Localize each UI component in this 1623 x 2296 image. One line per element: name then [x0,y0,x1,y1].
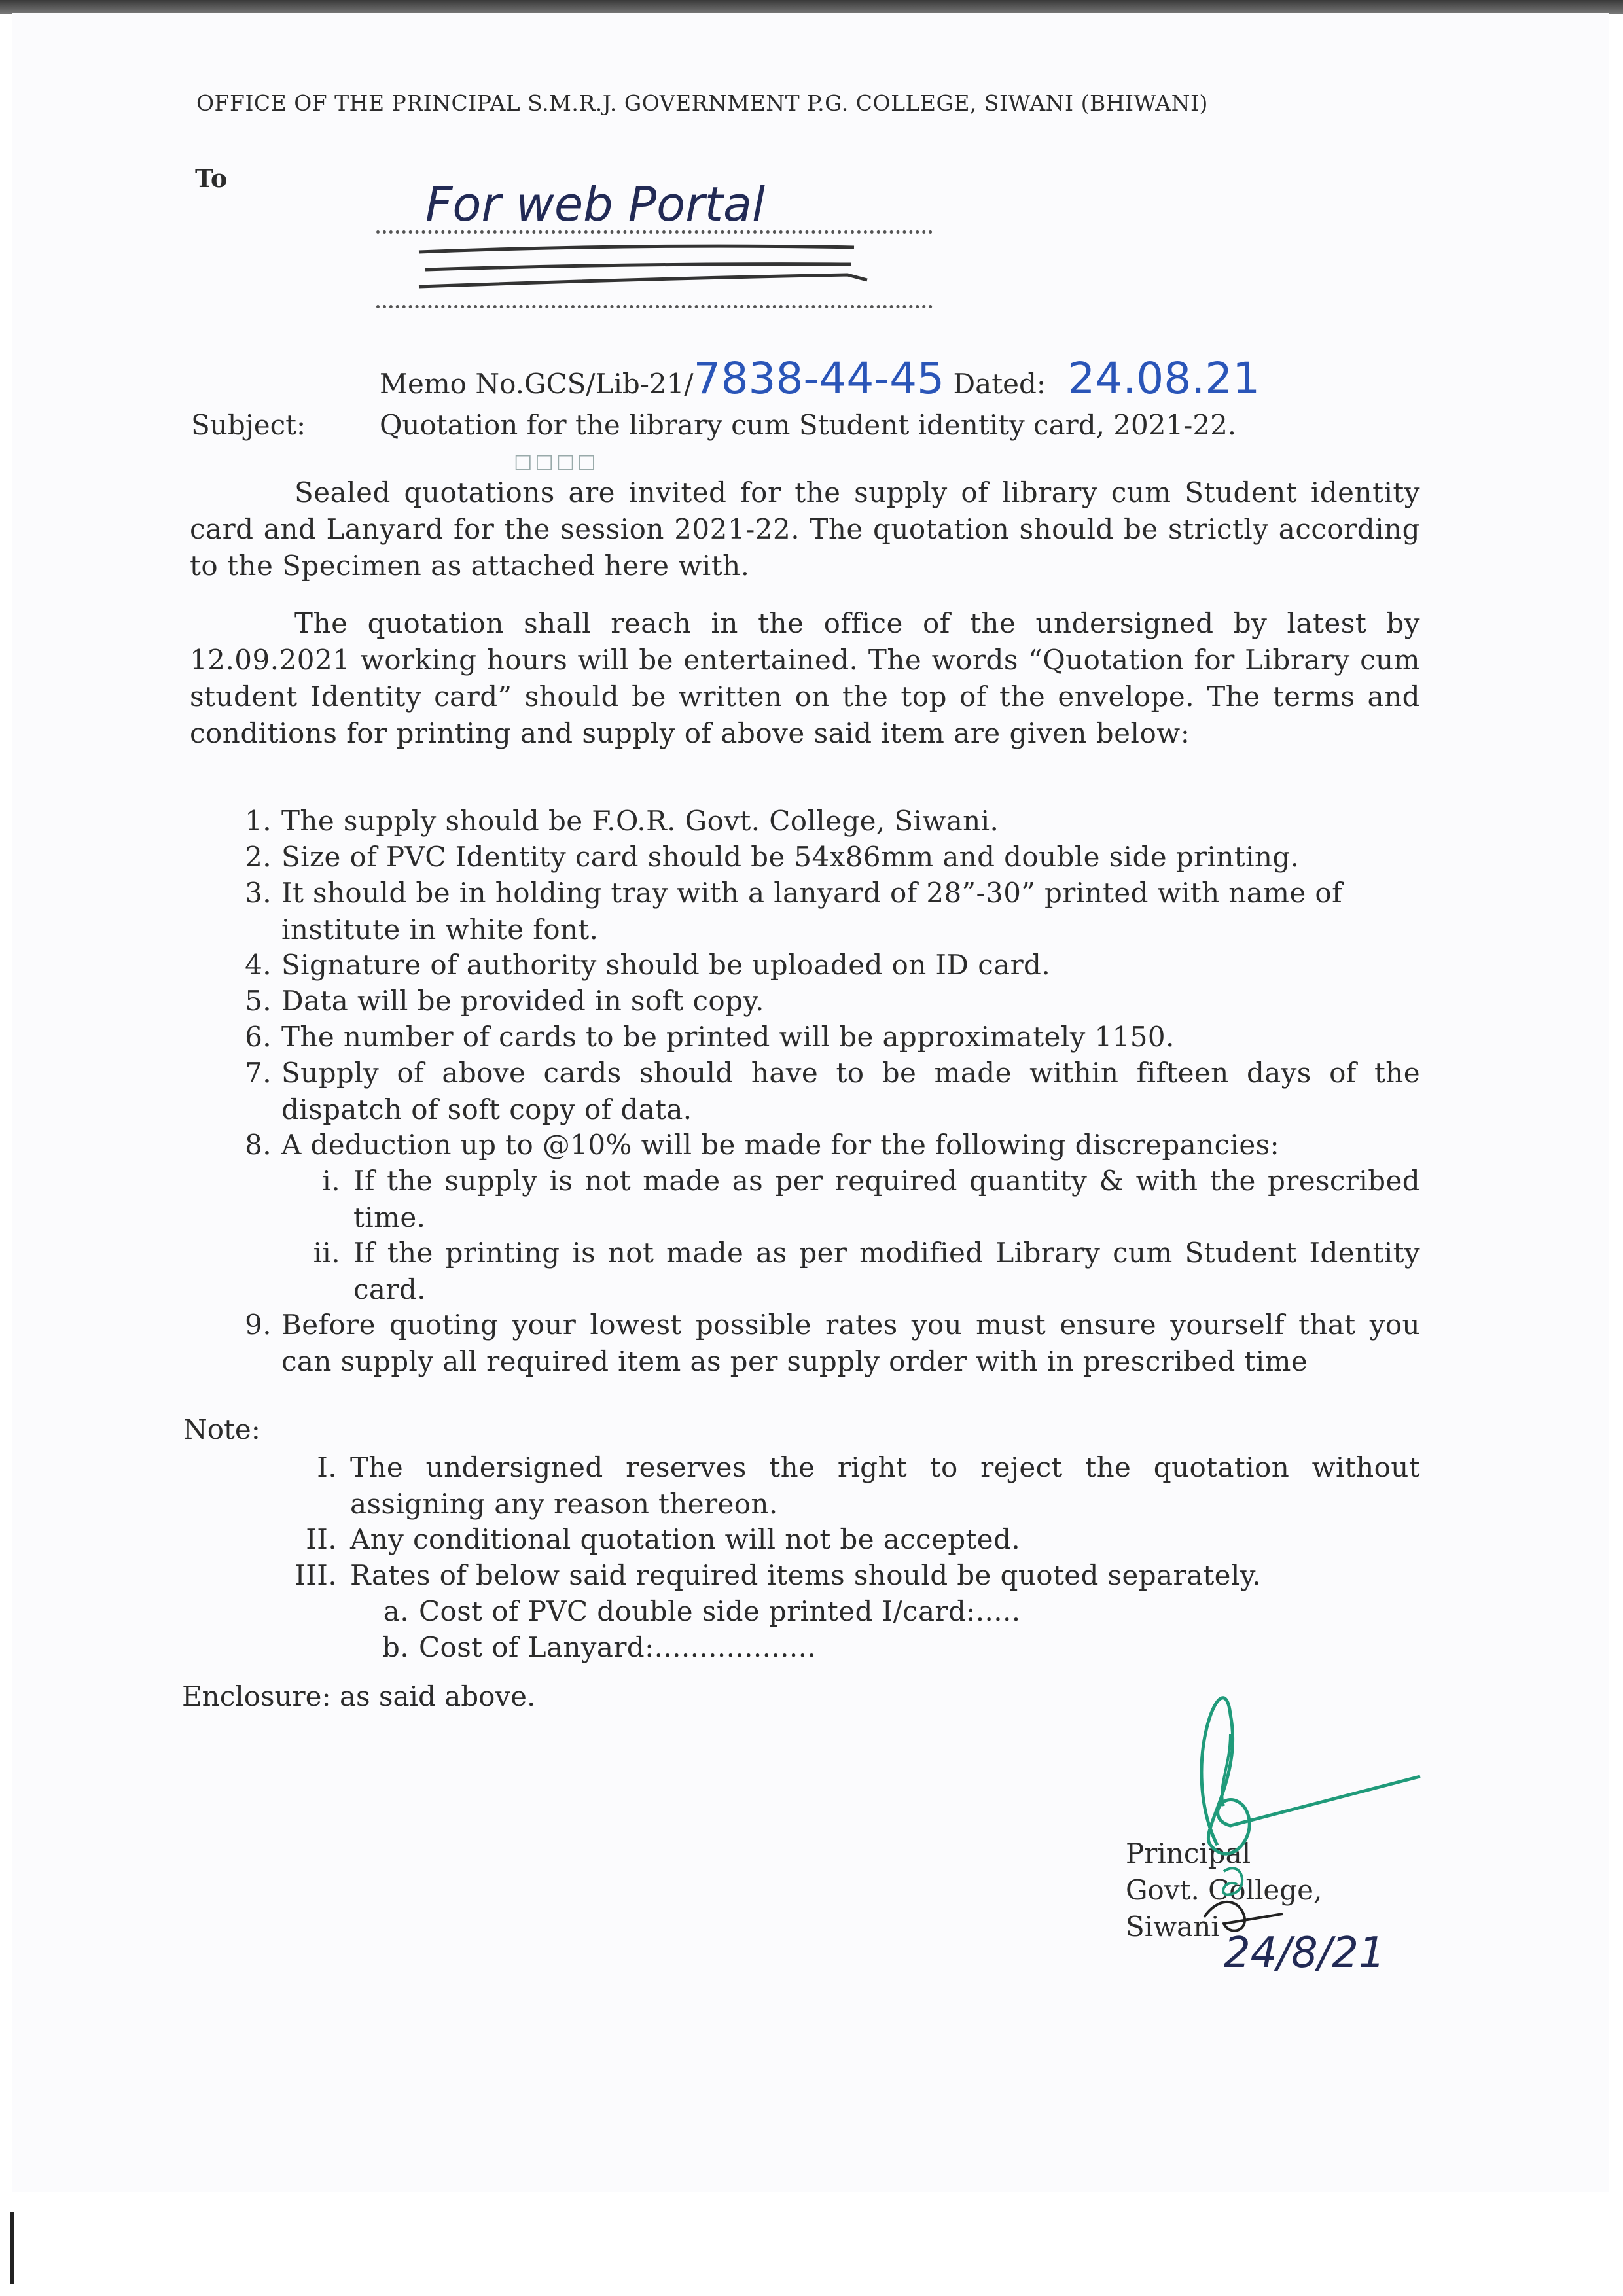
term-8: 8. A deduction up to @10% will be made for the following discrepancies: [245,1129,1280,1161]
term-5: 5. Data will be provided in soft copy. [245,985,764,1017]
term-7: 7. Supply of above cards should have to be made within fifteen days of the dispatch of soft copy of data. [245,1057,1420,1125]
to-label: To [195,164,228,193]
memo-dated-label: Dated: [953,368,1046,400]
memo-date-handwritten: 24.08.21 [1067,353,1260,404]
note-label: Note: [183,1413,260,1445]
memo-number-handwritten: 7838-44-45 [693,353,945,404]
note-III: III. Rates of below said required items should be quoted separately. [294,1559,1262,1591]
sub-term-ii: ii. If the printing is not made as per modified Library cum Student Identity card. [313,1237,1420,1305]
note-item-a: a. Cost of PVC double side printed I/card:..... [383,1595,1021,1627]
sub-term-i: i. If the supply is not made as per required quantity & with the prescribed time. [322,1165,1420,1233]
term-9: 9. Before quoting your lowest possible rates you must ensure yourself that you can supply all required item as per supply order with in prescribed time [245,1309,1420,1377]
address-pen-stroke-1 [419,246,854,252]
addressee-handwritten: For web Portal [425,177,766,232]
subject-text: Quotation for the library cum Student identity card, 2021-22. [380,409,1237,441]
signatory-title: Principal [1126,1837,1251,1869]
paragraph-deadline: The quotation shall reach in the office of the undersigned by latest by 12.09.2021 working hours will be entertained. The words “Quotation for Library cum student Identity card” should be written on the top of the envelope. The terms and conditions for printing and supply of above said item are given below: [190,607,1420,749]
office-header: OFFICE OF THE PRINCIPAL S.M.R.J. GOVERNMENT P.G. COLLEGE, SIWANI (BHIWANI) [196,90,1208,116]
term-2: 2. Size of PVC Identity card should be 54x86mm and double side printing. [245,841,1300,873]
paragraph-invitation: Sealed quotations are invited for the supply of library cum Student identity card and Lanyard for the session 2021-22. The quotation should be strictly according to the Specimen as attached here with. [190,476,1420,582]
term-3: 3. It should be in holding tray with a lanyard of 28”-30” printed with name of institute in white font. [245,877,1343,945]
note-II: II. Any conditional quotation will not be accepted. [306,1523,1021,1555]
note-item-b: b. Cost of Lanyard:.................. [382,1631,817,1663]
signature-date-handwritten: 24/8/21 [1224,1929,1385,1977]
note-I: I. The undersigned reserves the right to reject the quotation without assigning any reason thereon. [317,1451,1420,1520]
signatory-org: Govt. College, [1126,1874,1323,1906]
black-initials-icon [1204,1902,1283,1931]
term-1: 1. The supply should be F.O.R. Govt. College, Siwani. [245,805,999,837]
address-pen-stroke-2 [425,264,851,270]
enclosure-line: Enclosure: as said above. [182,1680,536,1712]
term-6: 6. The number of cards to be printed will be approximately 1150. [245,1021,1175,1053]
green-signature-icon [1202,1698,1420,1854]
subject-label: Subject: [191,409,306,441]
address-pen-stroke-3 [419,275,867,287]
signatory-place: Siwani [1126,1911,1220,1943]
placeholder-boxes: □□□□ [514,450,599,473]
green-initial-icon [1223,1868,1242,1894]
memo-prefix: Memo No.GCS/Lib-21/ [380,368,694,400]
term-4: 4. Signature of authority should be uploaded on ID card. [245,949,1051,981]
